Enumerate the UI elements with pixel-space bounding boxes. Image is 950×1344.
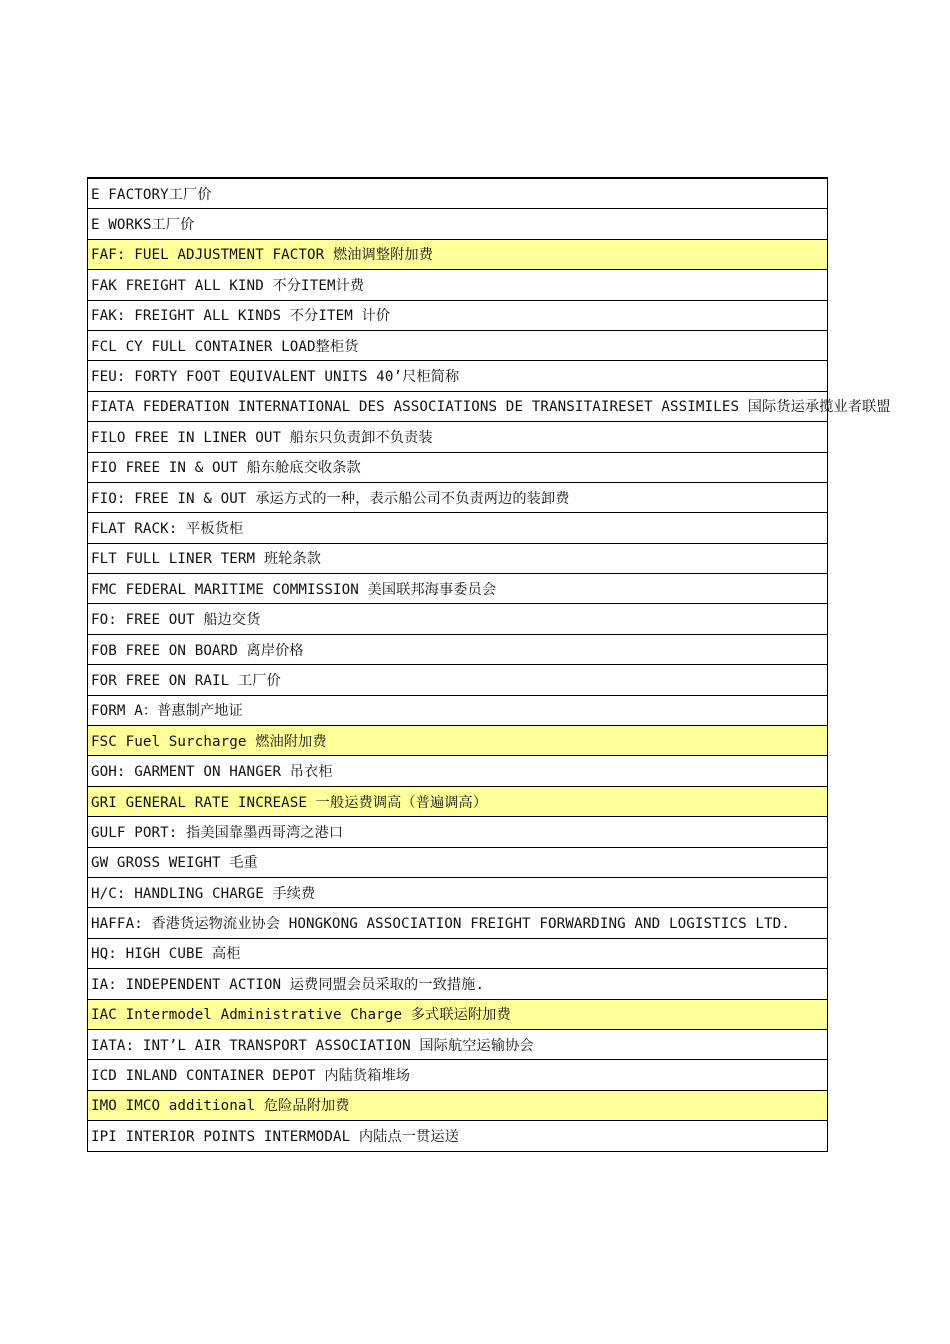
- cell-text: IAC Intermodel Administrative Charge 多式联运附加费: [91, 1007, 511, 1024]
- table-row[interactable]: [88, 635, 827, 665]
- table-row[interactable]: [88, 301, 827, 331]
- table-row[interactable]: [88, 908, 827, 938]
- spreadsheet-table: [87, 177, 891, 1152]
- table-row[interactable]: [88, 1060, 827, 1090]
- cell-text: IPI INTERIOR POINTS INTERMODAL 内陆点一贯运送: [91, 1128, 459, 1145]
- cell-text: FO: FREE OUT 船边交货: [91, 612, 261, 629]
- table-row[interactable]: [88, 848, 827, 878]
- table-row[interactable]: [88, 1091, 827, 1121]
- cell-text: FLT FULL LINER TERM 班轮条款: [91, 551, 321, 568]
- table-row[interactable]: [88, 939, 827, 969]
- cell-text: FIO: FREE IN & OUT 承运方式的一种，表示船公司不负责两边的装卸费: [91, 490, 570, 507]
- table-row[interactable]: [88, 240, 827, 270]
- table-row[interactable]: [88, 544, 827, 574]
- table-row[interactable]: [88, 453, 827, 483]
- cell-text: FOR FREE ON RAIL 工厂价: [91, 672, 281, 689]
- table-row[interactable]: [88, 392, 891, 422]
- cell-text: IATA: INT’L AIR TRANSPORT ASSOCIATION 国际航空运输协会: [91, 1037, 534, 1054]
- table-row[interactable]: [88, 1030, 827, 1060]
- cell-text: GOH: GARMENT ON HANGER 吊衣柜: [91, 764, 333, 781]
- cell-text: H/C: HANDLING CHARGE 手续费: [91, 885, 316, 902]
- table-row[interactable]: [88, 817, 827, 847]
- table-row[interactable]: [88, 270, 827, 300]
- table-row[interactable]: [88, 422, 827, 452]
- table-row[interactable]: [88, 878, 827, 908]
- table-row[interactable]: [88, 756, 827, 786]
- cell-text: E FACTORY工厂价: [91, 186, 212, 203]
- cell-text: GW GROSS WEIGHT 毛重: [91, 855, 258, 872]
- table-row[interactable]: [88, 787, 827, 817]
- table-row[interactable]: [88, 483, 827, 513]
- cell-text: HAFFA: 香港货运物流业协会 HONGKONG ASSOCIATION FREIGHT FORWARDING AND LOGISTICS LTD.: [91, 916, 790, 933]
- table-row[interactable]: [88, 665, 827, 695]
- cell-text: FAK: FREIGHT ALL KINDS 不分ITEM 计价: [91, 308, 391, 325]
- table-row[interactable]: [88, 1000, 827, 1030]
- cell-text: FAK FREIGHT ALL KIND 不分ITEM计费: [91, 277, 365, 294]
- cell-text: FMC FEDERAL MARITIME COMMISSION 美国联邦海事委员会: [91, 581, 497, 598]
- table-row[interactable]: [88, 361, 827, 391]
- cell-text: FSC Fuel Surcharge 燃油附加费: [91, 733, 327, 750]
- table-row[interactable]: [88, 696, 827, 726]
- table-row[interactable]: [88, 574, 827, 604]
- cell-text: ICD INLAND CONTAINER DEPOT 内陆货箱堆场: [91, 1068, 411, 1085]
- cell-text: FOB FREE ON BOARD 离岸价格: [91, 642, 304, 659]
- cell-text: FEU: FORTY FOOT EQUIVALENT UNITS 40’尺柜简称: [91, 369, 460, 386]
- table-row[interactable]: [88, 179, 827, 209]
- cell-text: FIATA FEDERATION INTERNATIONAL DES ASSOCIATIONS DE TRANSITAIRESET ASSIMILES 国际货运承揽业者联盟: [91, 399, 891, 416]
- table-row[interactable]: [88, 604, 827, 634]
- cell-text: GULF PORT: 指美国靠墨西哥湾之港口: [91, 824, 344, 841]
- table-row[interactable]: [88, 209, 827, 239]
- table-row[interactable]: [88, 726, 827, 756]
- cell-text: FIO FREE IN & OUT 船东舱底交收条款: [91, 460, 361, 477]
- cell-text: GRI GENERAL RATE INCREASE 一般运费调高（普遍调高）: [91, 794, 488, 811]
- cell-text: FAF: FUEL ADJUSTMENT FACTOR 燃油调整附加费: [91, 247, 433, 264]
- table-row[interactable]: [88, 331, 827, 361]
- cell-text: FORM A：普惠制产地证: [91, 703, 243, 720]
- cell-text: IA: INDEPENDENT ACTION 运费同盟会员采取的一致措施.: [91, 976, 485, 993]
- cell-text: FLAT RACK: 平板货柜: [91, 520, 244, 537]
- cell-text: FILO FREE IN LINER OUT 船东只负责卸不负责装: [91, 429, 433, 446]
- cell-text: FCL CY FULL CONTAINER LOAD整柜货: [91, 338, 359, 355]
- cell-text: E WORKS工厂价: [91, 217, 195, 234]
- table-row[interactable]: [88, 969, 827, 999]
- table-row[interactable]: [88, 1121, 827, 1151]
- table-row[interactable]: [88, 513, 827, 543]
- cell-text: HQ: HIGH CUBE 高柜: [91, 946, 241, 963]
- cell-text: IMO IMCO additional 危险品附加费: [91, 1098, 350, 1115]
